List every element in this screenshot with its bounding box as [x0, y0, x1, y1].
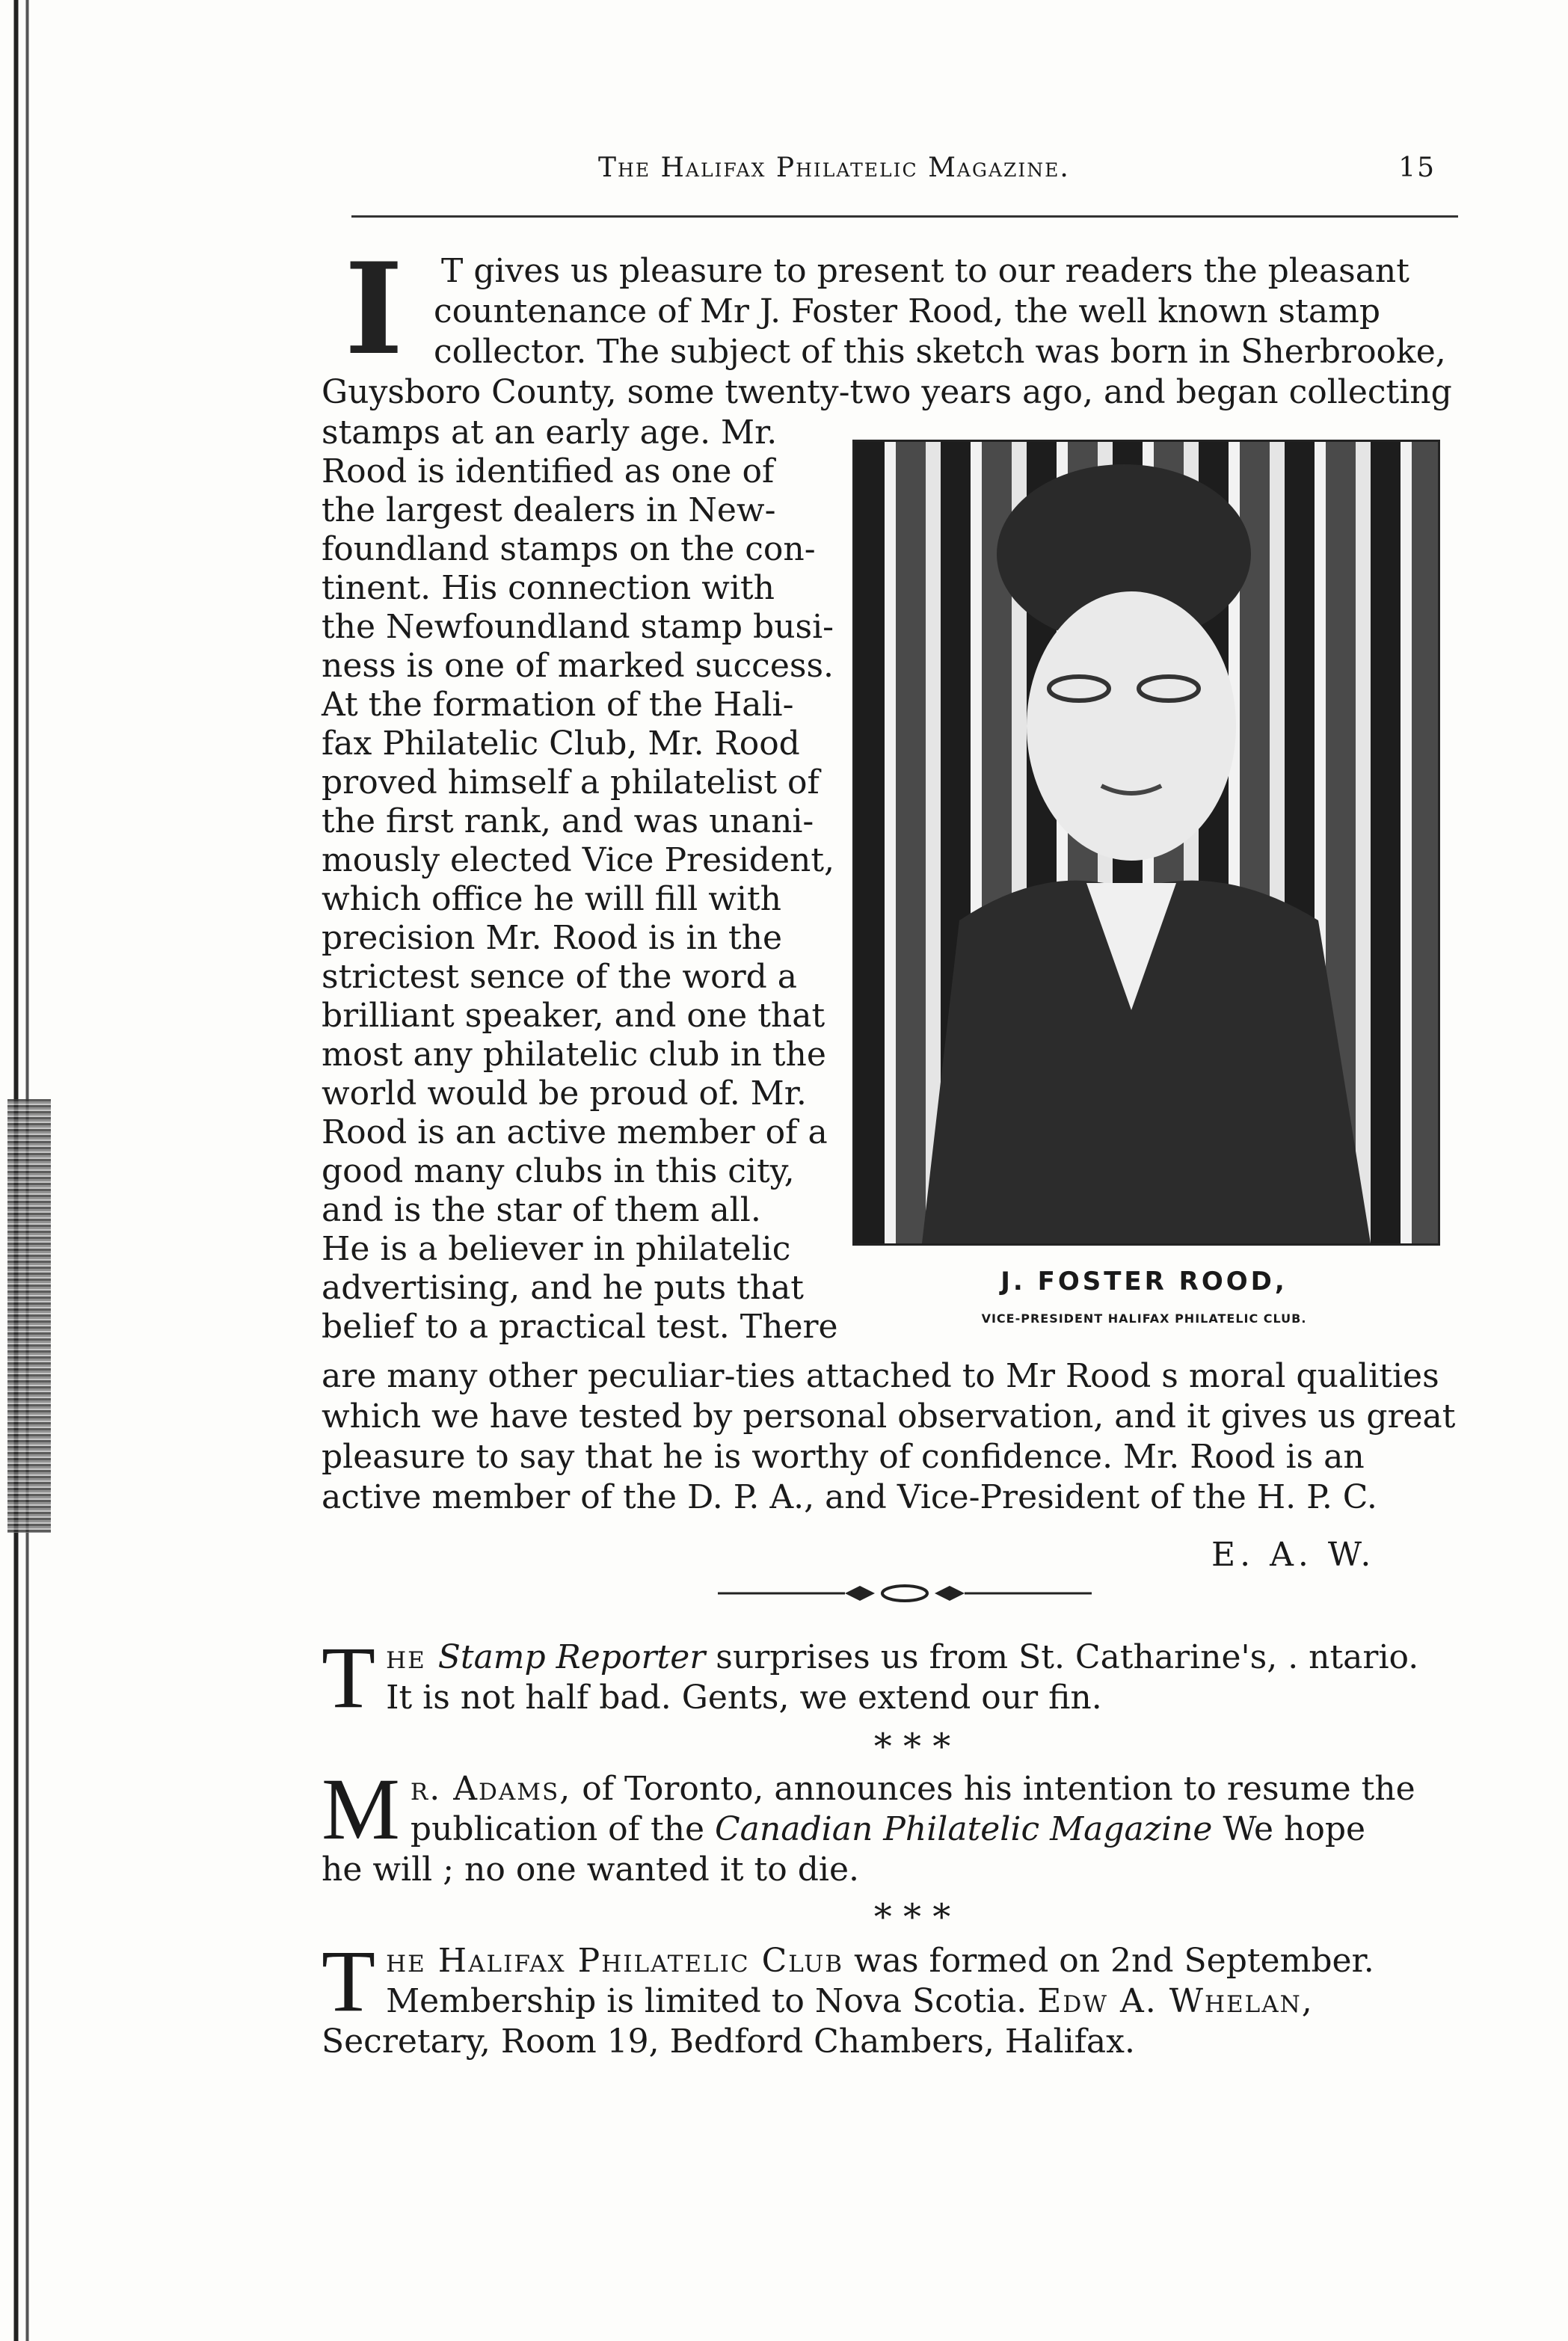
header-rule — [351, 215, 1458, 218]
running-head — [322, 153, 1436, 190]
stars-separator: * * * — [873, 1896, 951, 1938]
article-column-line: the Newfoundland stamp busi- — [322, 608, 834, 646]
notice-text: was formed on 2nd September. — [843, 1942, 1374, 1980]
article-column-line: fax Philatelic Club, Mr. Rood — [322, 725, 800, 763]
article-column-line: mously elected Vice President, — [322, 841, 834, 879]
article-column-line: most any philatelic club in the — [322, 1036, 826, 1074]
notice-italic: Stamp Reporter — [437, 1638, 706, 1676]
article-column-line: strictest sence of the word a — [322, 958, 797, 996]
article-line: are many other peculiar-ties attached to Mr Rood s moral qualities — [322, 1357, 1439, 1395]
portrait-photo — [852, 440, 1440, 1246]
article-line: T gives us pleasure to present to our readers the pleasant — [441, 252, 1409, 290]
notice-adams — [322, 1760, 1466, 1890]
notice-lead: he Halifax Philatelic Club — [386, 1942, 844, 1980]
notice-italic: Canadian Philatelic Magazine — [715, 1810, 1213, 1848]
article-column-line: brilliant speaker, and one that — [322, 997, 825, 1035]
article-column-line: good many clubs in this city, — [322, 1152, 795, 1190]
notice-initial: T — [322, 1628, 376, 1726]
notice-name: Edw A. Whelan, — [1037, 1982, 1314, 2020]
binding-tear — [7, 1099, 51, 1533]
article-column-line: the largest dealers in New- — [322, 491, 776, 529]
article-column-line: belief to a practical test. There — [322, 1308, 838, 1346]
notice-text: Membership is limited to Nova Scotia. — [386, 1982, 1038, 2020]
article-column-line: world would be proud of. Mr. — [322, 1074, 807, 1113]
article-column-line: Rood is an active member of a — [322, 1113, 828, 1151]
article-column-line: tinent. His connection with — [322, 569, 775, 607]
article-column-line: precision Mr. Rood is in the — [322, 919, 782, 957]
article-column-line: proved himself a philatelist of — [322, 763, 820, 802]
article-line: collector. The subject of this sketch was born in Sherbrooke, — [434, 333, 1446, 371]
photo-caption-title: VICE-PRESIDENT HALIFAX PHILATELIC CLUB. — [981, 1311, 1307, 1326]
photo-caption-name: J. FOSTER ROOD, — [1000, 1267, 1288, 1296]
notice-text: surprises us from St. Catharine's, . ntario. — [705, 1638, 1419, 1676]
article-column-line: and is the star of them all. — [322, 1191, 761, 1229]
article-line: Guysboro County, some twenty-two years ago, and began collecting — [322, 373, 1452, 411]
notice-lead: r. Adams, — [410, 1770, 572, 1808]
notice-initial: M — [322, 1760, 400, 1858]
article-line: which we have tested by personal observation, and it gives us great — [322, 1397, 1456, 1436]
notice-text: It is not half bad. Gents, we extend our fin. — [386, 1679, 1102, 1717]
article-column-line: stamps at an early age. Mr. — [322, 413, 778, 452]
magazine-title: The Halifax Philatelic Magazine. — [598, 153, 1070, 183]
article-line: pleasure to say that he is worthy of confidence. Mr. Rood is an — [322, 1438, 1365, 1476]
article-line: active member of the D. P. A., and Vice-President of the H. P. C. — [322, 1478, 1377, 1516]
article-column-line: He is a believer in philatelic — [322, 1230, 791, 1268]
notice-initial: T — [322, 1932, 376, 2030]
notice-lead: he — [386, 1638, 438, 1676]
notice-text: Secretary, Room 19, Bedford Chambers, Halifax. — [322, 2022, 1135, 2061]
article-column-line: At the formation of the Hali- — [322, 686, 794, 724]
page-number: 15 — [1398, 153, 1436, 183]
portrait-figure — [855, 442, 1438, 1243]
section-ornament — [718, 1582, 1092, 1605]
notice-text: publication of the — [410, 1810, 715, 1848]
article-column-line: which office he will fill with — [322, 880, 781, 918]
article-column-line: ness is one of marked success. — [322, 647, 834, 685]
article-signature: E. A. W. — [1211, 1536, 1376, 1574]
article-column-line: foundland stamps on the con- — [322, 530, 816, 568]
article-column-line: Rood is identified as one of — [322, 452, 775, 490]
notice-text: We hope — [1212, 1810, 1366, 1848]
article-column-line: advertising, and he puts that — [322, 1269, 804, 1307]
notice-club — [322, 1932, 1466, 2062]
notice-text: of Toronto, announces his intention to resume the — [571, 1770, 1415, 1808]
stars-separator: * * * — [873, 1726, 951, 1768]
article-line: countenance of Mr J. Foster Rood, the well known stamp — [434, 292, 1381, 330]
article-column-line: the first rank, and was unani- — [322, 802, 814, 840]
drop-cap: I — [344, 235, 404, 383]
notice-stamp-reporter — [322, 1628, 1466, 1726]
notice-text: he will ; no one wanted it to die. — [322, 1851, 859, 1889]
